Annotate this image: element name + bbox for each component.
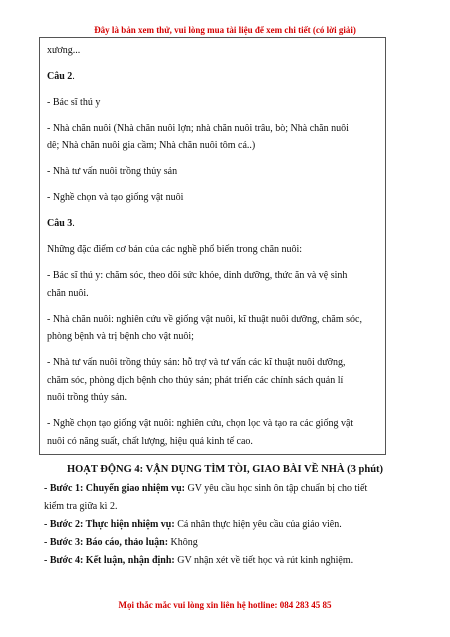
question-2-heading bbox=[47, 70, 75, 83]
q3-line: chăm sóc, phòng dịch bệnh cho thủy sản; phát triển các chính sách quản lí bbox=[47, 375, 344, 386]
step-line bbox=[44, 500, 117, 513]
step-text: Không bbox=[168, 537, 198, 548]
step-text: Cá nhân thực hiện yêu cầu của giáo viên. bbox=[174, 519, 342, 530]
preview-notice-banner: Đây là bản xem thử, vui lòng mua tài liệu để xem chi tiết (có lời giải) bbox=[94, 25, 356, 35]
continuation-text: xương... bbox=[47, 45, 81, 56]
q3-line: - Nhà tư vấn nuôi trồng thủy sản: hỗ trợ và tư vấn các kĩ thuật nuôi dưỡng, bbox=[47, 357, 346, 368]
step-line bbox=[44, 554, 353, 567]
q3-line: phòng bệnh và trị bệnh cho vật nuôi; bbox=[47, 331, 194, 342]
question-2-label: Câu 2 bbox=[47, 71, 73, 82]
step-label: - Bước 4: Kết luận, nhận định: bbox=[44, 555, 175, 566]
q3-line: - Nhà chăn nuôi: nghiên cứu về giống vật nuôi, kĩ thuật nuôi dưỡng, chăm sóc, bbox=[47, 314, 362, 325]
q2-item: - Nghề chọn và tạo giống vật nuôi bbox=[47, 192, 184, 203]
activity-heading: HOẠT ĐỘNG 4: VẬN DỤNG TÌM TÒI, GIAO BÀI VỀ NHÀ (3 phút) bbox=[66, 464, 384, 475]
question-3-label: Câu 3 bbox=[47, 218, 73, 229]
q3-line: - Nghề chọn tạo giống vật nuôi: nghiên cứu, chọn lọc và tạo ra các giống vật bbox=[47, 418, 354, 429]
question-3-heading bbox=[47, 217, 75, 230]
q2-item: - Nhà tư vấn nuôi trồng thủy sản bbox=[47, 166, 178, 177]
q3-line: nuôi trồng thủy sản. bbox=[47, 392, 127, 403]
step-label: - Bước 2: Thực hiện nhiệm vụ: bbox=[44, 519, 175, 530]
step-text: GV yêu cầu học sinh ôn tập chuẩn bị cho tiết bbox=[185, 483, 368, 494]
step-line bbox=[44, 518, 342, 531]
question-3-dot: . bbox=[72, 218, 75, 229]
q3-line: - Bác sĩ thú y: chăm sóc, theo dõi sức khỏe, dinh dưỡng, thức ăn và vệ sinh bbox=[47, 270, 348, 281]
step-text: GV nhận xét về tiết học và rút kinh nghiệm. bbox=[174, 555, 354, 566]
step-line bbox=[44, 482, 367, 495]
q3-line: chăn nuôi. bbox=[47, 288, 89, 299]
q3-line: nuôi có năng suất, chất lượng, hiệu quả kinh tế cao. bbox=[47, 436, 253, 447]
question-2-dot: . bbox=[72, 71, 75, 82]
step-label: - Bước 3: Báo cáo, thảo luận: bbox=[44, 537, 169, 548]
q2-item: - Nhà chăn nuôi (Nhà chăn nuôi lợn; nhà chăn nuôi trâu, bò; Nhà chăn nuôi bbox=[47, 123, 349, 134]
hotline-footer-banner: Mọi thắc mắc vui lòng xin liên hệ hotline: 084 283 45 85 bbox=[118, 600, 332, 610]
step-label: - Bước 1: Chuyển giao nhiệm vụ: bbox=[44, 483, 185, 494]
q2-item: dê; Nhà chăn nuôi gia cầm; Nhà chăn nuôi tôm cá..) bbox=[47, 140, 256, 151]
step-line bbox=[44, 536, 198, 549]
q2-item: - Bác sĩ thú y bbox=[47, 97, 101, 108]
step-text: kiểm tra giữa kì 2. bbox=[44, 501, 118, 512]
q3-intro: Những đặc điểm cơ bản của các nghề phổ biến trong chăn nuôi: bbox=[47, 244, 303, 255]
